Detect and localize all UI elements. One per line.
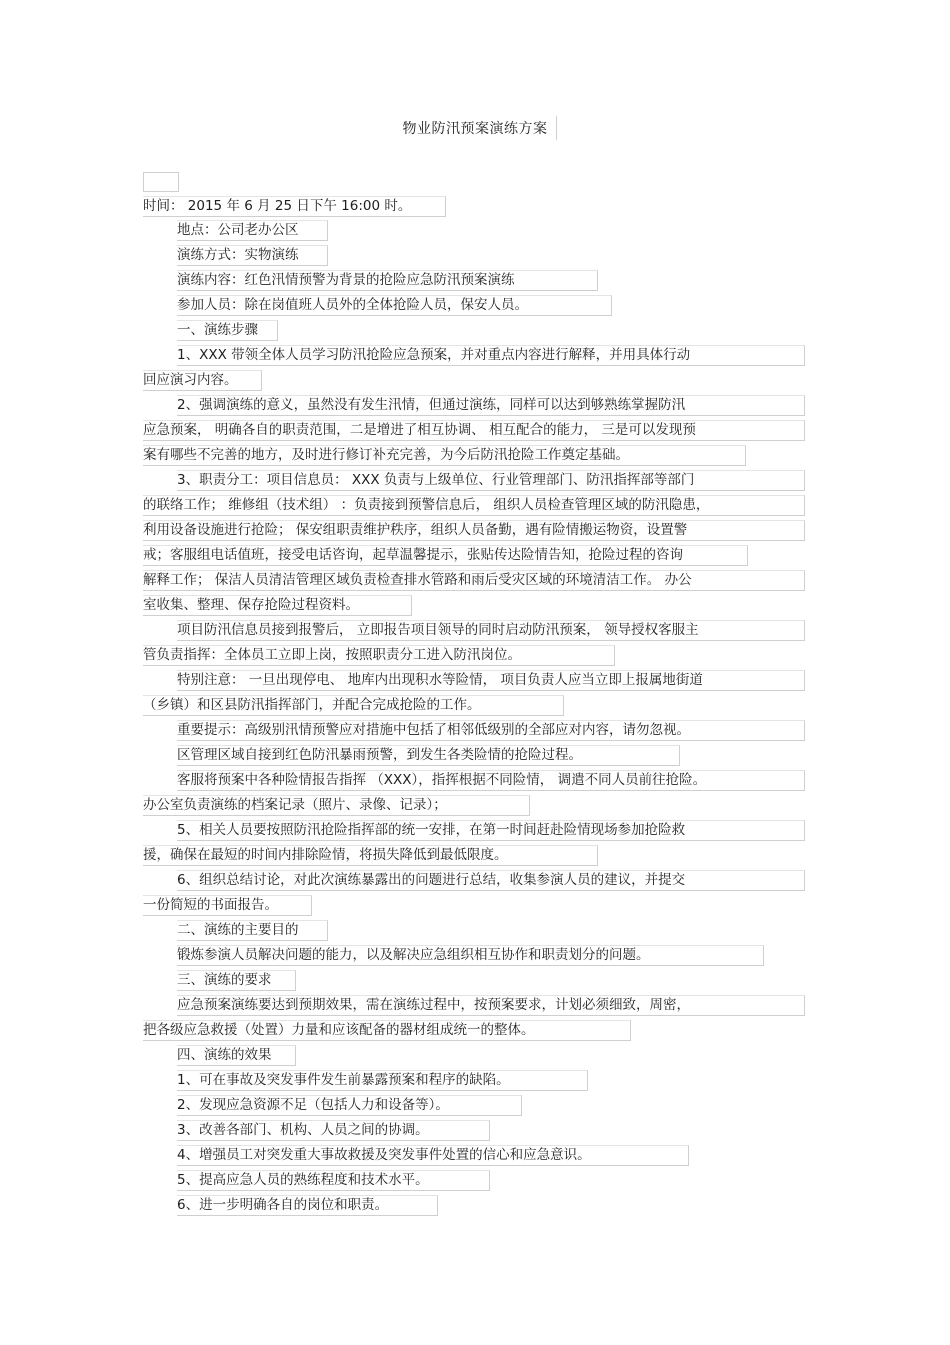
paragraph-line: 演练方式：实物演练 (177, 245, 328, 266)
section-heading: 二、演练的主要目的 (177, 920, 328, 941)
paragraph-line: 时间： 2015 年 6 月 25 日下午 16:00 时。 (143, 196, 446, 217)
paragraph-line: 利用设备设施进行抢险； 保安组职责维护秩序，组织人员备勤，遇有险情搬运物资，设置警 (143, 520, 805, 541)
list-item: 5、提高应急人员的熟练程度和技术水平。 (177, 1170, 490, 1191)
paragraph-line: 办公室负责演练的档案记录（照片、录像、记录）； (143, 795, 530, 816)
list-item: 3、改善各部门、机构、人员之间的协调。 (177, 1120, 490, 1141)
paragraph-line: 3、职责分工：项目信息员： XXX 负责与上级单位、行业管理部门、防汛指挥部等部门 (177, 470, 805, 491)
paragraph-line: 把各级应急救援（处置）力量和应该配备的器材组成统一的整体。 (143, 1020, 631, 1041)
paragraph-line: 地点：公司老办公区 (177, 220, 328, 241)
section-heading: 三、演练的要求 (177, 970, 296, 991)
paragraph-line: （乡镇）和区县防汛指挥部门，并配合完成抢险的工作。 (143, 695, 564, 716)
paragraph-line: 案有哪些不完善的地方，及时进行修订补充完善，为今后防汛抢险工作奠定基础。 (143, 445, 746, 466)
paragraph-line: 演练内容：红色汛情预警为背景的抢险应急防汛预案演练 (177, 270, 598, 291)
title-divider (556, 116, 557, 140)
list-item: 2、发现应急资源不足（包括人力和设备等）。 (177, 1095, 522, 1116)
paragraph-line: 锻炼参演人员解决问题的能力，以及解决应急组织相互协作和职责划分的问题。 (177, 945, 764, 966)
paragraph-line: 戒；客服组电话值班，接受电话咨询，起草温馨提示，张贴传达险情告知，抢险过程的咨询 (143, 545, 748, 566)
paragraph-line: 2、强调演练的意义，虽然没有发生汛情，但通过演练，同样可以达到够熟练掌握防汛 (177, 395, 805, 416)
paragraph-line: 参加人员：除在岗值班人员外的全体抢险人员，保安人员。 (177, 295, 612, 316)
paragraph-line: 解释工作； 保洁人员清洁管理区域负责检查排水管路和雨后受灾区域的环境清洁工作。 办公 (143, 570, 805, 591)
section-heading: 四、演练的效果 (177, 1045, 296, 1066)
paragraph-line: 项目防汛信息员接到报警后， 立即报告项目领导的同时启动防汛预案， 领导授权客服主 (177, 620, 805, 641)
section-heading: 一、演练步骤 (177, 320, 278, 341)
paragraph-line: 应急预案， 明确各自的职责范围，二是增进了相互协调、 相互配合的能力， 三是可以发现预 (143, 420, 805, 441)
paragraph-line: 区管理区域自接到红色防汛暴雨预警，到发生各类险情的抢险过程。 (177, 745, 680, 766)
list-item: 6、进一步明确各自的岗位和职责。 (177, 1195, 438, 1216)
paragraph-line: 的联络工作； 维修组（技术组） ：负责接到预警信息后， 组织人员检查管理区域的防汛隐患， (143, 495, 805, 516)
paragraph-line: 管负责指挥：全体员工立即上岗，按照职责分工进入防汛岗位。 (143, 645, 615, 666)
paragraph-line: 客服将预案中各种险情报告指挥 （XXX），指挥根据不同险情， 调遣不同人员前往抢险。 (177, 770, 805, 791)
paragraph-line: 室收集、整理、保存抢险过程资料。 (143, 595, 412, 616)
paragraph-line: 回应演习内容。 (143, 370, 262, 391)
paragraph-line: 6、组织总结讨论，对此次演练暴露出的问题进行总结，收集参演人员的建议，并提交 (177, 870, 805, 891)
list-item: 4、增强员工对突发重大事故救援及突发事件处置的信心和应急意识。 (177, 1145, 689, 1166)
paragraph-line: 特别注意： 一旦出现停电、 地库内出现积水等险情， 项目负责人应当立即上报属地街道 (177, 670, 805, 691)
empty-text-box (143, 172, 179, 192)
paragraph-line: 应急预案演练要达到预期效果，需在演练过程中，按预案要求，计划必须细致，周密， (177, 995, 805, 1016)
list-item: 1、可在事故及突发事件发生前暴露预案和程序的缺陷。 (177, 1070, 588, 1091)
paragraph-line: 1、XXX 带领全体人员学习防汛抢险应急预案，并对重点内容进行解释，并用具体行动 (177, 345, 805, 366)
document-title: 物业防汛预案演练方案 (402, 121, 548, 137)
paragraph-line: 重要提示：高级别汛情预警应对措施中包括了相邻低级别的全部应对内容，请勿忽视。 (177, 720, 805, 741)
paragraph-line: 5、相关人员要按照防汛抢险指挥部的统一安排，在第一时间赶赴险情现场参加抢险救 (177, 820, 805, 841)
paragraph-line: 援，确保在最短的时间内排除险情，将损失降低到最低限度。 (143, 845, 598, 866)
paragraph-line: 一份简短的书面报告。 (143, 895, 312, 916)
